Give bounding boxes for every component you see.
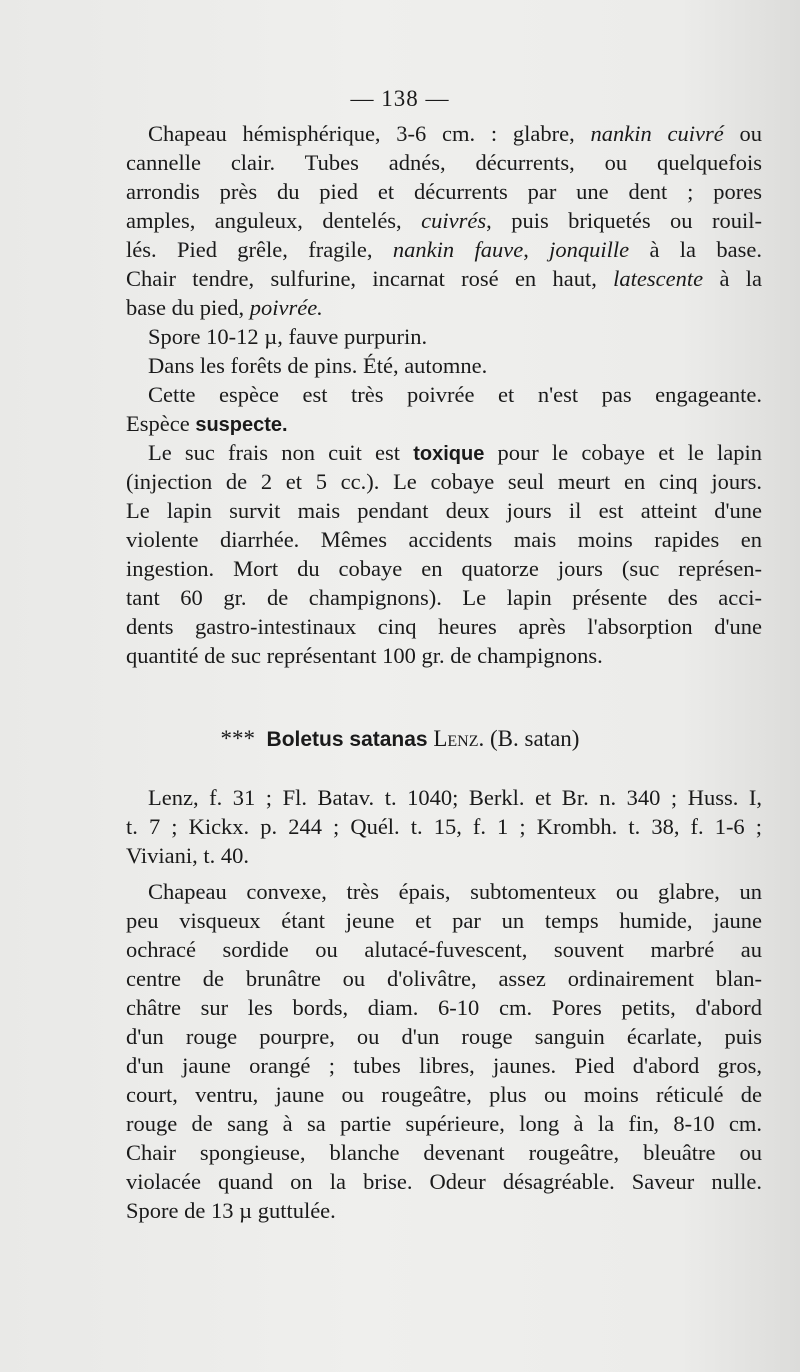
text-run: (injection de 2 et 5 cc.). Le cobaye seul meurt en cinq jours. <box>126 469 762 494</box>
text-run: à la base. <box>629 237 762 262</box>
satanas-description-line: court, ventru, jaune ou rougeâtre, plus ou moins réticulé de <box>126 1082 762 1107</box>
spore-line: Spore 10-12 µ, fauve purpurin. <box>148 324 428 349</box>
species-heading <box>0 726 800 752</box>
text-run: Chair tendre, sulfurine, incarnat rosé en haut, <box>126 266 614 291</box>
satanas-description-line: Chair spongieuse, blanche devenant rougeâtre, bleuâtre ou <box>126 1140 762 1165</box>
page-number: — 138 — <box>350 86 450 111</box>
satanas-description-line: d'un rouge pourpre, ou d'un rouge sanguin écarlate, puis <box>126 1024 762 1049</box>
toxicity-line <box>126 641 762 670</box>
text-run: quantité de suc représentant 100 gr. de champignons. <box>126 643 603 668</box>
satanas-description-line: Chapeau convexe, très épais, subtomenteux ou glabre, un <box>148 879 762 904</box>
toxicity-line <box>126 612 762 641</box>
satanas-description-line: peu visqueux étant jeune et par un temps humide, jaune <box>126 908 762 933</box>
text-run: violente diarrhée. Mêmes accidents mais moins rapides en <box>126 527 762 552</box>
toxicity-line <box>126 583 762 612</box>
description-line <box>126 177 762 206</box>
toxicity-line <box>126 467 762 496</box>
satanas-description-line: violacée quand on la brise. Odeur désagréable. Saveur nulle. <box>126 1169 762 1194</box>
reference-line: Viviani, t. 40. <box>126 843 250 868</box>
text-run: lés. Pied grêle, fragile, <box>126 237 393 262</box>
text-run: Le suc frais non cuit est <box>148 440 414 465</box>
text-run: amples, anguleux, dentelés, <box>126 208 422 233</box>
remark-line-2 <box>126 409 762 440</box>
text-run: base du pied, <box>126 295 250 320</box>
text-run: ou <box>723 121 762 146</box>
description-line <box>126 293 762 322</box>
text-run: dents gastro-intestinaux cinq heures après l'absorption d'une <box>126 614 762 639</box>
description-line <box>126 148 762 177</box>
description-line <box>148 119 762 148</box>
bold-run: toxique <box>413 443 485 465</box>
remark-prefix: Espèce <box>126 411 196 436</box>
species-author: Lenz. <box>433 726 485 751</box>
stars-mark: *** <box>220 726 256 751</box>
toxicity-line <box>126 496 762 525</box>
italic-run: poivrée. <box>249 295 323 320</box>
satanas-description-line: d'un jaune orangé ; tubes libres, jaunes. Pied d'abord gros, <box>126 1053 762 1078</box>
text-run: , <box>523 237 550 262</box>
satanas-description-line: ochracé sordide ou alutacé-fuvescent, souvent marbré au <box>126 937 762 962</box>
satanas-description-line: Spore de 13 µ guttulée. <box>126 1198 336 1223</box>
italic-run: nankin fauve <box>392 237 524 262</box>
text-run: ingestion. Mort du cobaye en quatorze jours (suc représen- <box>126 556 762 581</box>
species-common-name: (B. satan) <box>490 726 580 751</box>
toxicity-line <box>126 554 762 583</box>
italic-run: cuivrés <box>421 208 487 233</box>
remark-line-1: Cette espèce est très poivrée et n'est pas engageante. <box>148 382 762 407</box>
satanas-description-line: centre de brunâtre ou d'olivâtre, assez ordinairement blan- <box>126 966 762 991</box>
satanas-description-line: rouge de sang à sa partie supérieure, long à la fin, 8-10 cm. <box>126 1111 762 1136</box>
species-name: Boletus satanas <box>266 728 428 751</box>
text-run: tant 60 gr. de champignons). Le lapin présente des acci- <box>126 585 762 610</box>
toxicity-line <box>126 525 762 554</box>
description-line <box>126 264 762 293</box>
text-run: Chapeau hémisphérique, 3-6 cm. : glabre, <box>148 121 591 146</box>
text-run: arrondis près du pied et décurrents par une dent ; pores <box>126 179 762 204</box>
text-run: Le lapin survit mais pendant deux jours il est atteint d'une <box>126 498 762 523</box>
reference-line: Lenz, f. 31 ; Fl. Batav. t. 1040; Berkl. et Br. n. 340 ; Huss. I, <box>148 785 762 810</box>
text-run: , puis briquetés ou rouil- <box>486 208 762 233</box>
satanas-description-line: châtre sur les bords, diam. 6-10 cm. Pores petits, d'abord <box>126 995 762 1020</box>
italic-run: nankin cuivré <box>590 121 724 146</box>
text-run: pour le cobaye et le lapin <box>484 440 762 465</box>
text-run: à la <box>703 266 762 291</box>
text-run: cannelle clair. Tubes adnés, décurrents, ou quelquefois <box>126 150 762 175</box>
description-line <box>126 235 762 264</box>
suspecte-label: suspecte. <box>195 414 288 436</box>
reference-line: t. 7 ; Kickx. p. 244 ; Quél. t. 15, f. 1 ; Krombh. t. 38, f. 1-6 ; <box>126 814 762 839</box>
description-line <box>126 206 762 235</box>
habitat-line: Dans les forêts de pins. Été, automne. <box>148 353 488 378</box>
toxicity-line <box>148 438 762 469</box>
italic-run: jonquille <box>549 237 630 262</box>
italic-run: latescente <box>613 266 704 291</box>
